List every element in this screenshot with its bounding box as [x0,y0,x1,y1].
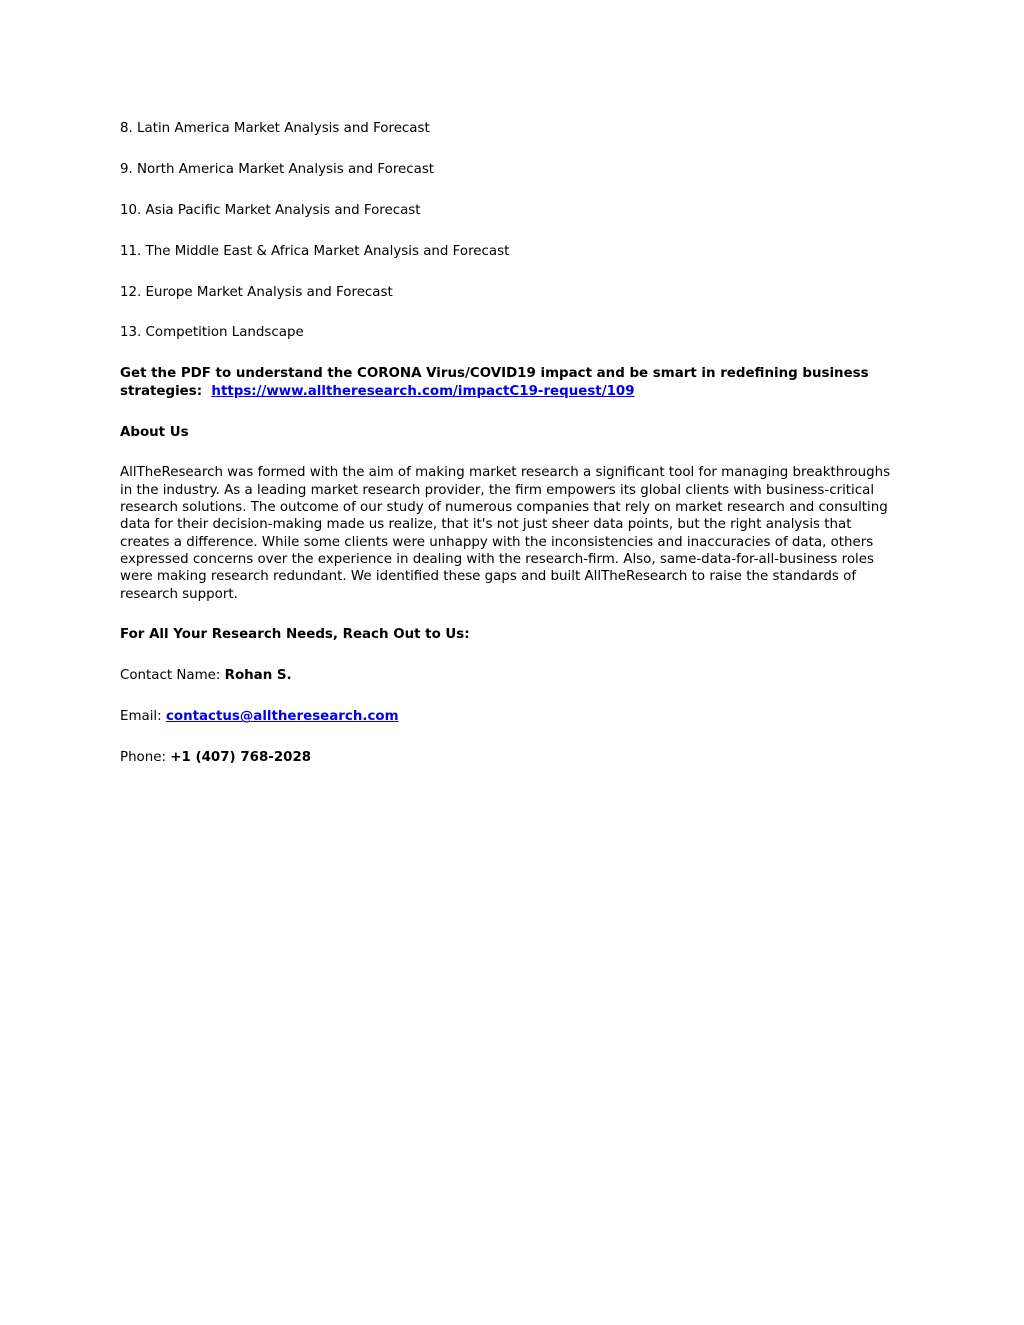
toc-list [120,120,900,342]
document-body [120,120,900,790]
contact-name-label: Contact Name: [120,668,221,684]
toc-item: 12. Europe Market Analysis and Forecast [120,284,393,300]
phone-label: Phone: [120,750,166,766]
pdf-cta-text: Get the PDF to understand the CORONA Virus/COVID19 impact and be smart in redefining business strategies: [120,366,869,399]
phone-value: +1 (407) 768-2028 [170,750,312,766]
pdf-request-link[interactable]: https://www.alltheresearch.com/impactC19-request/109 [211,383,635,399]
email-label: Email: [120,709,162,725]
about-heading: About Us [120,424,189,440]
toc-item: 13. Competition Landscape [120,325,304,341]
contact-name-value: Rohan S. [224,668,292,684]
email-link[interactable]: contactus@alltheresearch.com [165,709,399,725]
phone-line [120,749,900,766]
toc-item: 9. North America Market Analysis and Forecast [120,161,435,177]
toc-item: 11. The Middle East & Africa Market Analysis and Forecast [120,243,510,259]
contact-heading: For All Your Research Needs, Reach Out to Us: [120,627,470,643]
pdf-cta-paragraph [120,365,900,400]
contact-name-line [120,667,900,684]
email-line [120,708,900,725]
toc-item: 10. Asia Pacific Market Analysis and Forecast [120,202,421,218]
toc-item: 8. Latin America Market Analysis and Forecast [120,121,430,136]
about-body: AllTheResearch was formed with the aim of making market research a significant tool for managing breakthroughs in the industry. As a leading market research provider, the firm empowers its global clients with business-critical research solutions. The outcome of our study of numerous companies that rely on market research and consulting data for their decision-making made us realize, that it's not just sheer data points, but the right analysis that creates a difference. While some clients were unhappy with the inconsistencies and inaccuracies of data, others expressed concerns over the experience in dealing with the research-firm. Also, same-data-for-all-business roles were making research redundant. We identified these gaps and built AllTheResearch to raise the standards of research support. [120,465,891,602]
